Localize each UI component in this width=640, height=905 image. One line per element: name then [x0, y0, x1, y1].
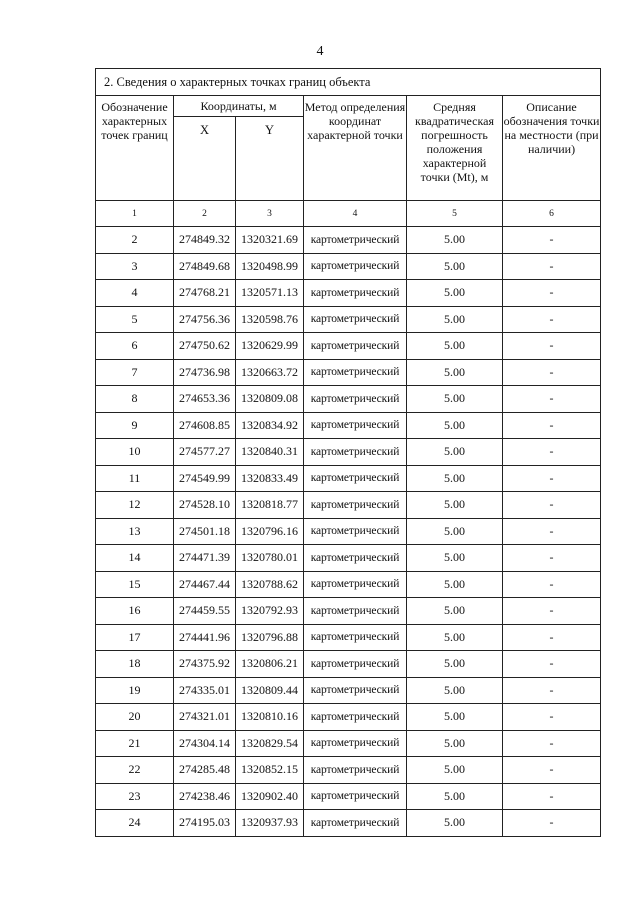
cell-description: - [503, 651, 601, 678]
cell-y: 1320829.54 [236, 730, 304, 757]
cell-x: 274653.36 [174, 386, 236, 413]
cell-point: 4 [96, 280, 174, 307]
cell-x: 274304.14 [174, 730, 236, 757]
table-row [96, 253, 601, 280]
cell-accuracy: 5.00 [407, 359, 503, 386]
column-number: 4 [304, 201, 407, 227]
cell-x: 274756.36 [174, 306, 236, 333]
header-x: X [174, 117, 236, 201]
header-row-1 [96, 96, 601, 117]
table-row [96, 492, 601, 519]
cell-accuracy: 5.00 [407, 386, 503, 413]
header-method: Метод определения координат характерной точки [304, 96, 407, 201]
cell-method: картометрический [304, 783, 407, 810]
cell-accuracy: 5.00 [407, 492, 503, 519]
cell-accuracy: 5.00 [407, 651, 503, 678]
cell-method: картометрический [304, 677, 407, 704]
cell-description: - [503, 518, 601, 545]
cell-method: картометрический [304, 624, 407, 651]
cell-y: 1320796.88 [236, 624, 304, 651]
cell-description: - [503, 545, 601, 572]
header-designation: Обозначение характерных точек границ [96, 96, 174, 201]
cell-method: картометрический [304, 333, 407, 360]
section-title: 2. Сведения о характерных точках границ объекта [96, 69, 601, 96]
cell-y: 1320788.62 [236, 571, 304, 598]
cell-point: 6 [96, 333, 174, 360]
table-row [96, 783, 601, 810]
cell-y: 1320937.93 [236, 810, 304, 837]
table-row [96, 359, 601, 386]
cell-description: - [503, 492, 601, 519]
cell-method: картометрический [304, 306, 407, 333]
cell-method: картометрический [304, 571, 407, 598]
cell-y: 1320598.76 [236, 306, 304, 333]
cell-description: - [503, 757, 601, 784]
cell-y: 1320796.16 [236, 518, 304, 545]
cell-point: 23 [96, 783, 174, 810]
cell-x: 274471.39 [174, 545, 236, 572]
cell-point: 11 [96, 465, 174, 492]
header-y: Y [236, 117, 304, 201]
header-coordinates: Координаты, м [174, 96, 304, 117]
cell-point: 18 [96, 651, 174, 678]
boundary-points-sheet [95, 68, 600, 837]
cell-accuracy: 5.00 [407, 253, 503, 280]
cell-description: - [503, 280, 601, 307]
cell-x: 274501.18 [174, 518, 236, 545]
cell-accuracy: 5.00 [407, 810, 503, 837]
cell-accuracy: 5.00 [407, 757, 503, 784]
cell-method: картометрический [304, 280, 407, 307]
cell-description: - [503, 412, 601, 439]
cell-point: 17 [96, 624, 174, 651]
cell-y: 1320852.15 [236, 757, 304, 784]
cell-x: 274849.68 [174, 253, 236, 280]
cell-point: 15 [96, 571, 174, 598]
cell-y: 1320810.16 [236, 704, 304, 731]
cell-description: - [503, 386, 601, 413]
cell-y: 1320806.21 [236, 651, 304, 678]
cell-accuracy: 5.00 [407, 545, 503, 572]
cell-accuracy: 5.00 [407, 624, 503, 651]
cell-method: картометрический [304, 810, 407, 837]
column-number: 3 [236, 201, 304, 227]
cell-accuracy: 5.00 [407, 465, 503, 492]
cell-method: картометрический [304, 492, 407, 519]
table-row [96, 730, 601, 757]
cell-point: 19 [96, 677, 174, 704]
cell-description: - [503, 730, 601, 757]
cell-accuracy: 5.00 [407, 730, 503, 757]
cell-accuracy: 5.00 [407, 783, 503, 810]
cell-description: - [503, 677, 601, 704]
cell-point: 21 [96, 730, 174, 757]
cell-y: 1320780.01 [236, 545, 304, 572]
cell-method: картометрический [304, 598, 407, 625]
cell-y: 1320834.92 [236, 412, 304, 439]
cell-x: 274321.01 [174, 704, 236, 731]
cell-x: 274238.46 [174, 783, 236, 810]
table-body [96, 227, 601, 837]
cell-accuracy: 5.00 [407, 518, 503, 545]
cell-y: 1320809.08 [236, 386, 304, 413]
cell-accuracy: 5.00 [407, 571, 503, 598]
cell-point: 24 [96, 810, 174, 837]
cell-method: картометрический [304, 412, 407, 439]
cell-y: 1320902.40 [236, 783, 304, 810]
cell-point: 14 [96, 545, 174, 572]
cell-method: картометрический [304, 545, 407, 572]
cell-accuracy: 5.00 [407, 704, 503, 731]
cell-x: 274467.44 [174, 571, 236, 598]
table-row [96, 386, 601, 413]
cell-method: картометрический [304, 465, 407, 492]
cell-point: 20 [96, 704, 174, 731]
column-numbers-row [96, 201, 601, 227]
table-row [96, 227, 601, 254]
cell-x: 274285.48 [174, 757, 236, 784]
cell-method: картометрический [304, 359, 407, 386]
cell-x: 274528.10 [174, 492, 236, 519]
cell-description: - [503, 359, 601, 386]
cell-method: картометрический [304, 730, 407, 757]
table-row [96, 280, 601, 307]
column-number: 6 [503, 201, 601, 227]
cell-y: 1320498.99 [236, 253, 304, 280]
table-row [96, 333, 601, 360]
cell-description: - [503, 624, 601, 651]
cell-x: 274736.98 [174, 359, 236, 386]
cell-y: 1320571.13 [236, 280, 304, 307]
table-row [96, 651, 601, 678]
cell-description: - [503, 227, 601, 254]
cell-method: картометрический [304, 651, 407, 678]
cell-method: картометрический [304, 704, 407, 731]
cell-y: 1320629.99 [236, 333, 304, 360]
cell-method: картометрический [304, 227, 407, 254]
cell-method: картометрический [304, 253, 407, 280]
cell-y: 1320809.44 [236, 677, 304, 704]
cell-x: 274459.55 [174, 598, 236, 625]
table-row [96, 306, 601, 333]
cell-accuracy: 5.00 [407, 598, 503, 625]
cell-accuracy: 5.00 [407, 677, 503, 704]
table-row [96, 757, 601, 784]
cell-method: картометрический [304, 439, 407, 466]
header-description: Описание обозначения точки на местности (при наличии) [503, 96, 601, 201]
table-row [96, 571, 601, 598]
cell-x: 274768.21 [174, 280, 236, 307]
table-row [96, 465, 601, 492]
cell-description: - [503, 253, 601, 280]
table-row [96, 704, 601, 731]
cell-x: 274849.32 [174, 227, 236, 254]
cell-point: 12 [96, 492, 174, 519]
cell-description: - [503, 571, 601, 598]
cell-x: 274608.85 [174, 412, 236, 439]
cell-y: 1320833.49 [236, 465, 304, 492]
table-row [96, 518, 601, 545]
cell-description: - [503, 598, 601, 625]
table-row [96, 545, 601, 572]
cell-point: 10 [96, 439, 174, 466]
cell-point: 9 [96, 412, 174, 439]
cell-accuracy: 5.00 [407, 412, 503, 439]
cell-point: 13 [96, 518, 174, 545]
cell-y: 1320840.31 [236, 439, 304, 466]
cell-accuracy: 5.00 [407, 333, 503, 360]
table-row [96, 624, 601, 651]
cell-x: 274195.03 [174, 810, 236, 837]
column-number: 1 [96, 201, 174, 227]
column-number: 5 [407, 201, 503, 227]
cell-x: 274335.01 [174, 677, 236, 704]
cell-y: 1320818.77 [236, 492, 304, 519]
cell-x: 274750.62 [174, 333, 236, 360]
cell-point: 5 [96, 306, 174, 333]
cell-description: - [503, 333, 601, 360]
cell-method: картометрический [304, 518, 407, 545]
boundary-points-table [95, 68, 601, 837]
cell-y: 1320663.72 [236, 359, 304, 386]
cell-point: 8 [96, 386, 174, 413]
cell-accuracy: 5.00 [407, 306, 503, 333]
page-number: 4 [316, 44, 324, 59]
cell-accuracy: 5.00 [407, 439, 503, 466]
cell-x: 274441.96 [174, 624, 236, 651]
cell-y: 1320792.93 [236, 598, 304, 625]
cell-method: картометрический [304, 757, 407, 784]
table-row [96, 810, 601, 837]
cell-description: - [503, 783, 601, 810]
cell-point: 22 [96, 757, 174, 784]
cell-point: 3 [96, 253, 174, 280]
cell-method: картометрический [304, 386, 407, 413]
cell-point: 2 [96, 227, 174, 254]
table-row [96, 598, 601, 625]
cell-x: 274577.27 [174, 439, 236, 466]
cell-description: - [503, 306, 601, 333]
cell-accuracy: 5.00 [407, 227, 503, 254]
cell-description: - [503, 704, 601, 731]
column-number: 2 [174, 201, 236, 227]
cell-description: - [503, 465, 601, 492]
cell-description: - [503, 810, 601, 837]
table-row [96, 677, 601, 704]
cell-x: 274375.92 [174, 651, 236, 678]
cell-x: 274549.99 [174, 465, 236, 492]
cell-description: - [503, 439, 601, 466]
table-row [96, 439, 601, 466]
cell-point: 7 [96, 359, 174, 386]
table-row [96, 412, 601, 439]
header-accuracy: Средняя квадратическая погрешность положения характерной точки (Mt), м [407, 96, 503, 201]
cell-point: 16 [96, 598, 174, 625]
cell-y: 1320321.69 [236, 227, 304, 254]
cell-accuracy: 5.00 [407, 280, 503, 307]
section-title-row [96, 69, 601, 96]
